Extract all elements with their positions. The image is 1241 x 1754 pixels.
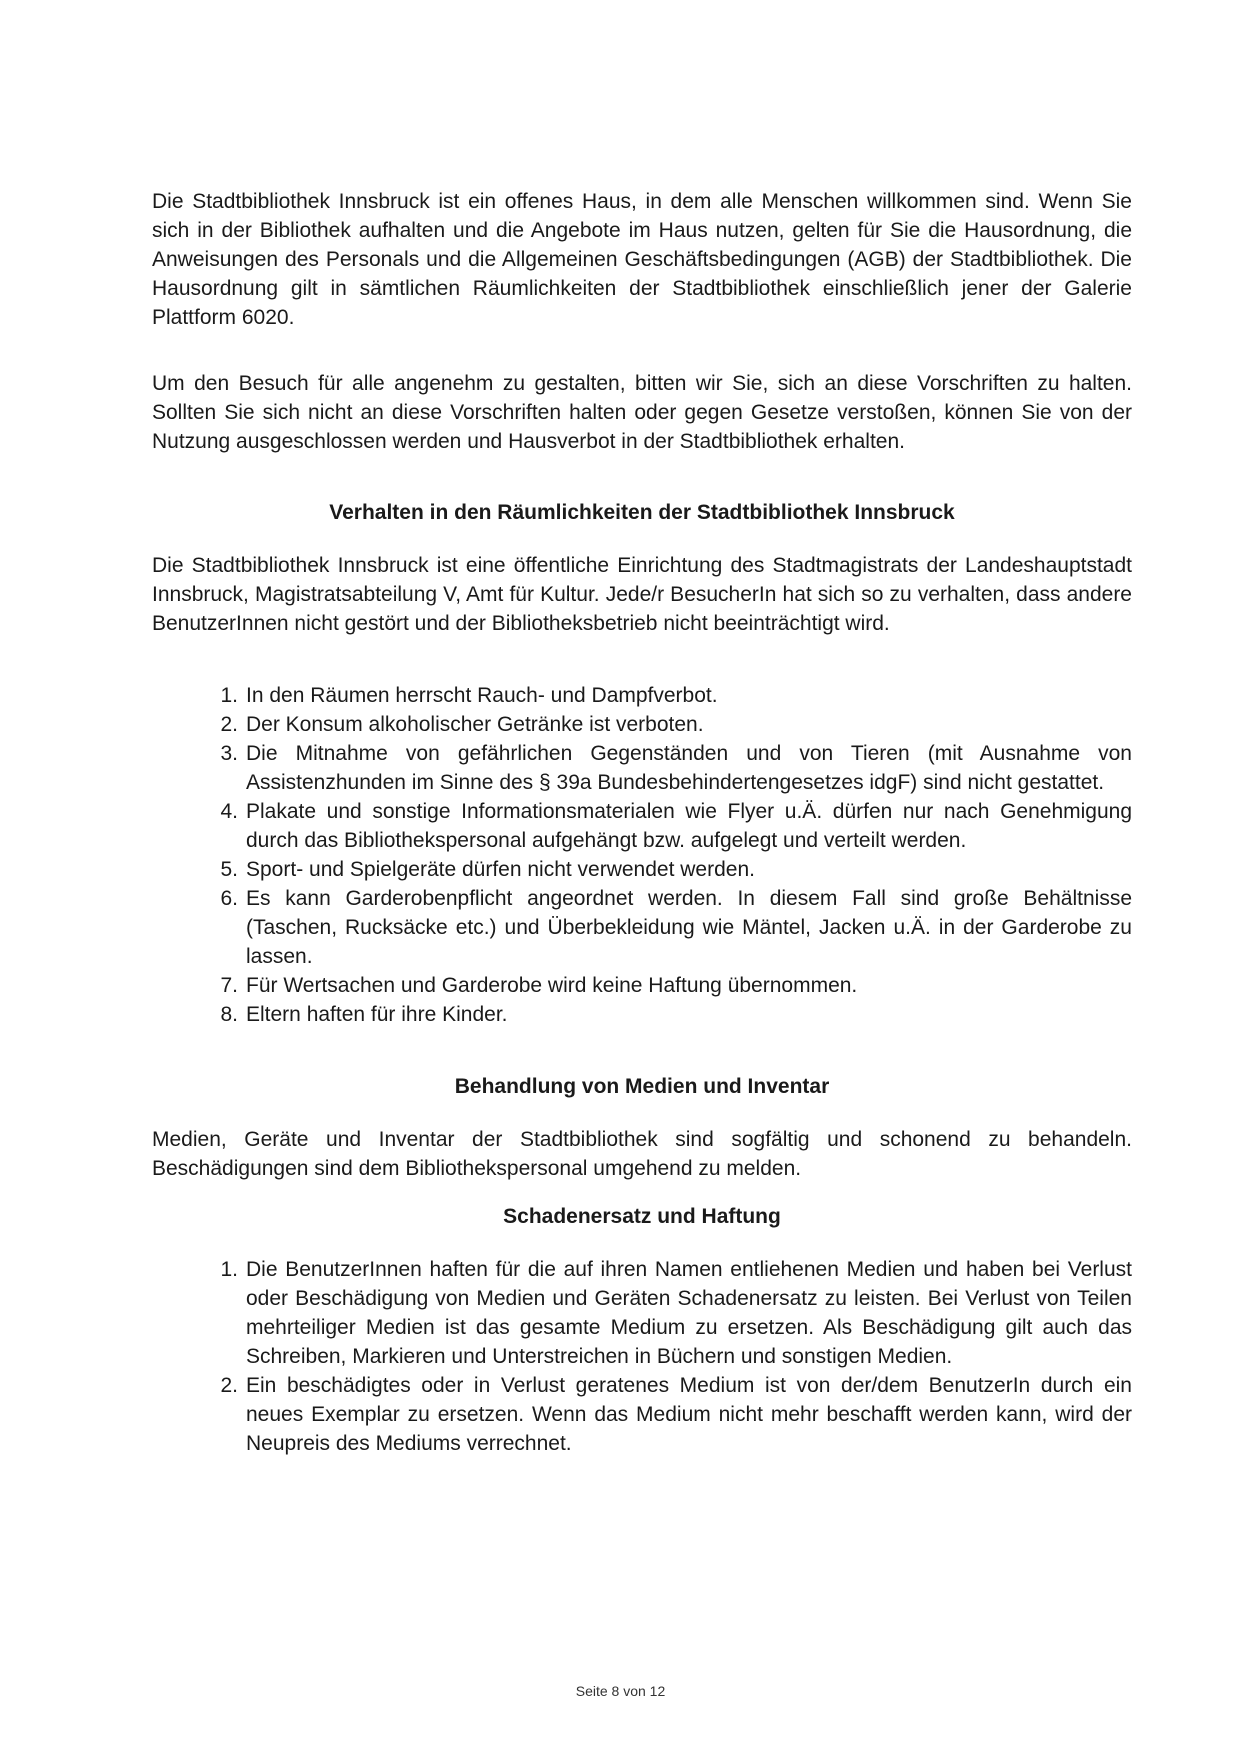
list-item-text: Die Mitnahme von gefährlichen Gegenständen und von Tieren (mit Ausnahme von Assistenzhunden im Sinne des § 39a Bundesbehindertengesetzes idgF) sind nicht gestattet. [246,742,1132,794]
list-item-number: 6. [220,887,238,910]
list-item [152,797,1132,855]
list-item-text: Ein beschädigtes oder in Verlust geratenes Medium ist von der/dem BenutzerIn durch ein neues Exemplar zu ersetzen. Wenn das Medium nicht mehr beschafft werden kann, wird der Neupreis des Mediums verrechnet. [246,1374,1132,1455]
list-item-text: Sport- und Spielgeräte dürfen nicht verwendet werden. [246,858,755,881]
list-item [152,1000,1132,1029]
list-item [152,1371,1132,1458]
list-item-number: 3. [220,742,238,765]
section-heading-liability: Schadenersatz und Haftung [503,1205,781,1228]
section-media-paragraph: Medien, Geräte und Inventar der Stadtbibliothek sind sogfältig und schonend zu behandeln. Beschädigungen sind dem Bibliothekspersonal umgehend zu melden. [152,1128,1132,1180]
list-item [152,884,1132,971]
section-behavior-paragraph: Die Stadtbibliothek Innsbruck ist eine öffentliche Einrichtung des Stadtmagistrats der Landeshauptstadt Innsbruck, Magistratsabteilung V, Amt für Kultur. Jede/r BesucherIn hat sich so zu verhalten, dass andere BenutzerInnen nicht gestört und der Bibliotheksbetrieb nicht beeinträchtigt wird. [152,554,1132,635]
list-item [152,1255,1132,1371]
list-item [152,855,1132,884]
list-item-number: 1. [220,684,238,707]
list-item [152,710,1132,739]
list-item [152,681,1132,710]
list-item-text: Für Wertsachen und Garderobe wird keine Haftung übernommen. [246,974,858,997]
section-heading-media: Behandlung von Medien und Inventar [454,1075,830,1098]
page-footer [0,1682,1241,1700]
list-item-text: Eltern haften für ihre Kinder. [246,1003,508,1026]
list-item [152,739,1132,797]
intro-paragraph-2: Um den Besuch für alle angenehm zu gestalten, bitten wir Sie, sich an diese Vorschriften zu halten. Sollten Sie sich nicht an diese Vorschriften halten oder gegen Gesetze verstoßen, können Sie von der Nutzung ausgeschlossen werden und Hausverbot in der Stadtbibliothek erhalten. [152,372,1132,453]
section-heading-behavior: Verhalten in den Räumlichkeiten der Stadtbibliothek Innsbruck [329,501,955,524]
list-item [152,971,1132,1000]
list-item-text: Der Konsum alkoholischer Getränke ist verboten. [246,713,704,736]
list-item-number: 4. [220,800,238,823]
list-item-text: In den Räumen herrscht Rauch- und Dampfverbot. [246,684,718,707]
list-item-number: 5. [220,858,238,881]
behavior-rules-list [152,681,1132,1029]
list-item-text: Es kann Garderobenpflicht angeordnet werden. In diesem Fall sind große Behältnisse (Taschen, Rucksäcke etc.) und Überbekleidung wie Mäntel, Jacken u.Ä. in der Garderobe zu lassen. [246,887,1132,968]
list-item-text: Plakate und sonstige Informationsmaterialen wie Flyer u.Ä. dürfen nur nach Genehmigung durch das Bibliothekspersonal aufgehängt bzw. aufgelegt und verteilt werden. [246,800,1132,852]
list-item-number: 8. [220,1003,238,1026]
liability-rules-list [152,1255,1132,1458]
intro-paragraph-1: Die Stadtbibliothek Innsbruck ist ein offenes Haus, in dem alle Menschen willkommen sind. Wenn Sie sich in der Bibliothek aufhalten und die Angebote im Haus nutzen, gelten für Sie die Hausordnung, die Anweisungen des Personals und die Allgemeinen Geschäftsbedingungen (AGB) der Stadtbibliothek. Die Hausordnung gilt in sämtlichen Räumlichkeiten der Stadtbibliothek einschließlich jener der Galerie Plattform 6020. [152,190,1132,329]
page-number: Seite 8 von 12 [575,1683,666,1699]
list-item-number: 2. [220,713,238,736]
list-item-number: 1. [220,1258,238,1281]
list-item-number: 2. [220,1374,238,1397]
list-item-text: Die BenutzerInnen haften für die auf ihren Namen entliehenen Medien und haben bei Verlust oder Beschädigung von Medien und Geräten Schadenersatz zu leisten. Bei Verlust von Teilen mehrteiliger Medien ist das gesamte Medium zu ersetzen. Als Beschädigung gilt auch das Schreiben, Markieren und Unterstreichen in Büchern und sonstigen Medien. [246,1258,1132,1368]
list-item-number: 7. [220,974,238,997]
